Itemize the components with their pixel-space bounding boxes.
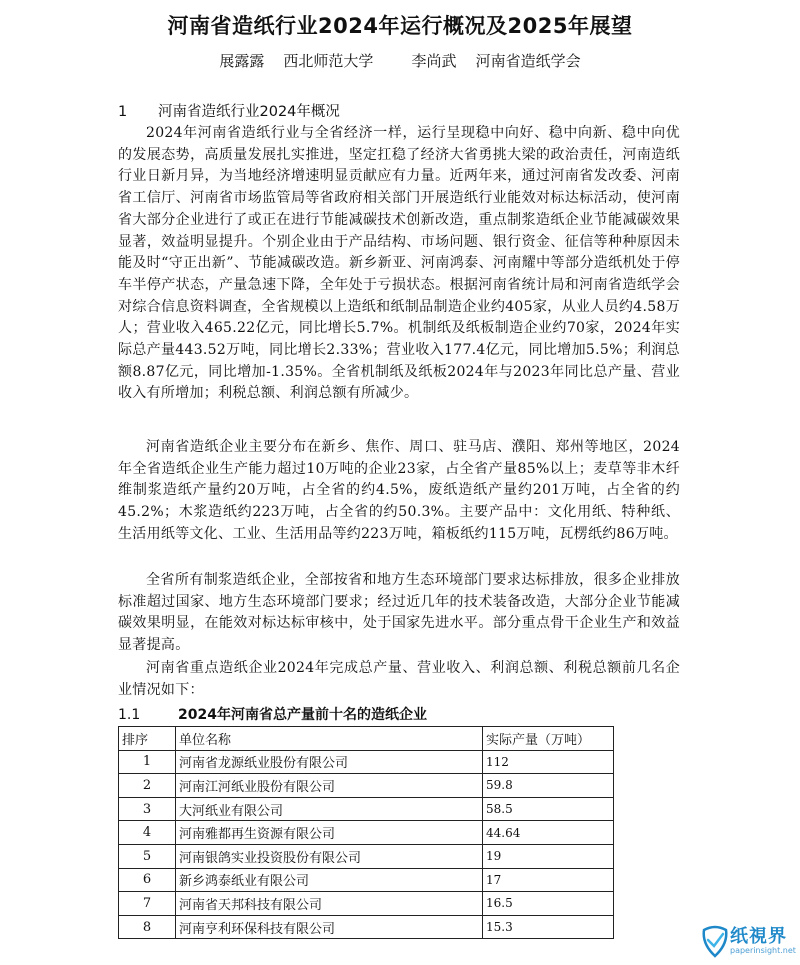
table-row xyxy=(119,774,614,798)
rank-cell: 5 xyxy=(119,844,176,868)
company-cell: 河南江河纸业股份有限公司 xyxy=(176,774,483,798)
company-cell: 河南雅都再生资源有限公司 xyxy=(176,821,483,845)
table-row xyxy=(119,844,614,868)
output-cell: 44.64 xyxy=(483,821,614,845)
company-cell: 河南省天邦科技有限公司 xyxy=(176,892,483,916)
rank-cell: 3 xyxy=(119,797,176,821)
header-rank: 排序 xyxy=(119,727,176,751)
authors-line: 展露露 西北师范大学 李尚武 河南省造纸学会 xyxy=(219,52,581,70)
rank-cell: 7 xyxy=(119,892,176,916)
table-row xyxy=(119,892,614,916)
paragraph-overview: 2024年河南省造纸行业与全省经济一样，运行呈现稳中向好、稳中向新、稳中向优的发展态势，高质量发展扎实推进，坚定扛稳了经济大省勇挑大梁的政治责任，河南造纸行业日新月异，为当地经济增速明显贡献应有力量。近两年来，通过河南省发改委、河南省工信厅、河南省市场监管局等省政府相关部门开展造纸行业能效对标达标活动，使河南省大部分企业进行了或正在进行节能减碳技术创新改造，重点制浆造纸企业节能减碳效果显著，效益明显提升。个别企业由于产品结构、市场问题、银行资金、征信等种种原因未能及时“守正出新”、节能减碳改造。新乡新亚、河南鸿泰、河南耀中等部分造纸机处于停车半停产状态，产量急速下降，全年处于亏损状态。根据河南省统计局和河南省造纸学会对综合信息资料调查，全省规模以上造纸和纸制品制造企业约405家，从业人员约4.58万人；营业收入465.22亿元，同比增长5.7%。机制纸及纸板制造企业约70家，2024年实际总产量443.52万吨，同比增长2.33%；营业收入177.4亿元，同比增加5.5%；利润总额8.87亿元，同比增加-1.35%。全省机制纸及纸板2024年与2023年同比总产量、营业收入有所增加；利税总额、利润总额有所减少。 xyxy=(118,125,680,402)
output-cell: 59.8 xyxy=(483,774,614,798)
output-cell: 58.5 xyxy=(483,797,614,821)
table-row xyxy=(119,915,614,939)
company-cell: 河南银鸽实业投资股份有限公司 xyxy=(176,844,483,868)
watermark-brand: 纸視界 xyxy=(730,926,787,947)
output-cell: 16.5 xyxy=(483,892,614,916)
watermark-url: paperinsight.net xyxy=(730,946,796,955)
paragraph-distribution: 河南省造纸企业主要分布在新乡、焦作、周口、驻马店、濮阳、郑州等地区，2024年全省造纸企业生产能力超过10万吨的企业23家，占全省产量85%以上；麦草等非木纤维制浆造纸产量约20万吨，占全省的约4.5%，废纸造纸产量约201万吨，占全省的约45.2%；木浆造纸约223万吨，占全省的约50.3%。主要产品中：文化用纸、特种纸、生活用纸等文化、工业、生活用品等约223万吨，箱板纸约115万吨，瓦楞纸约86万吨。 xyxy=(118,439,680,542)
output-cell: 19 xyxy=(483,844,614,868)
company-cell: 河南省龙源纸业股份有限公司 xyxy=(176,750,483,774)
rank-cell: 4 xyxy=(119,821,176,845)
company-cell: 大河纸业有限公司 xyxy=(176,797,483,821)
rank-cell: 1 xyxy=(119,750,176,774)
paper-vision-logo-icon xyxy=(700,924,730,960)
paragraph-environment: 全省所有制浆造纸企业，全部按省和地方生态环境部门要求达标排放，很多企业排放标准超过国家、地方生态环境部门要求；经过近几年的技术装备改造，大部分企业节能减碳效果明显，在能效对标达标审核中，处于国家先进水平。部分重点骨干企业生产和效益显著提高。 xyxy=(118,572,680,654)
output-cell: 112 xyxy=(483,750,614,774)
table-header-row xyxy=(119,727,614,751)
production-ranking-table xyxy=(118,726,614,939)
table-row xyxy=(119,821,614,845)
table-row xyxy=(119,868,614,892)
output-cell: 15.3 xyxy=(483,915,614,939)
header-company: 单位名称 xyxy=(176,727,483,751)
table-row xyxy=(119,797,614,821)
section-title: 河南省造纸行业2024年概况 xyxy=(158,104,340,120)
company-cell: 新乡鸿泰纸业有限公司 xyxy=(176,868,483,892)
table-row xyxy=(119,750,614,774)
watermark-logo xyxy=(700,920,800,965)
company-cell: 河南亨利环保科技有限公司 xyxy=(176,915,483,939)
subsection-title: 2024年河南省总产量前十名的造纸企业 xyxy=(178,707,427,723)
rank-cell: 8 xyxy=(119,915,176,939)
rank-cell: 6 xyxy=(119,868,176,892)
section-heading xyxy=(118,100,340,121)
page-title: 河南省造纸行业2024年运行概况及2025年展望 xyxy=(167,14,633,38)
header-output: 实际产量（万吨） xyxy=(483,727,614,751)
section-number: 1 xyxy=(118,104,128,120)
subsection-number: 1.1 xyxy=(118,707,141,723)
output-cell: 17 xyxy=(483,868,614,892)
paragraph-intro-table: 河南省重点造纸企业2024年完成总产量、营业收入、利润总额、利税总额前几名企业情况如下： xyxy=(118,660,680,698)
subsection-heading xyxy=(118,704,427,724)
rank-cell: 2 xyxy=(119,774,176,798)
